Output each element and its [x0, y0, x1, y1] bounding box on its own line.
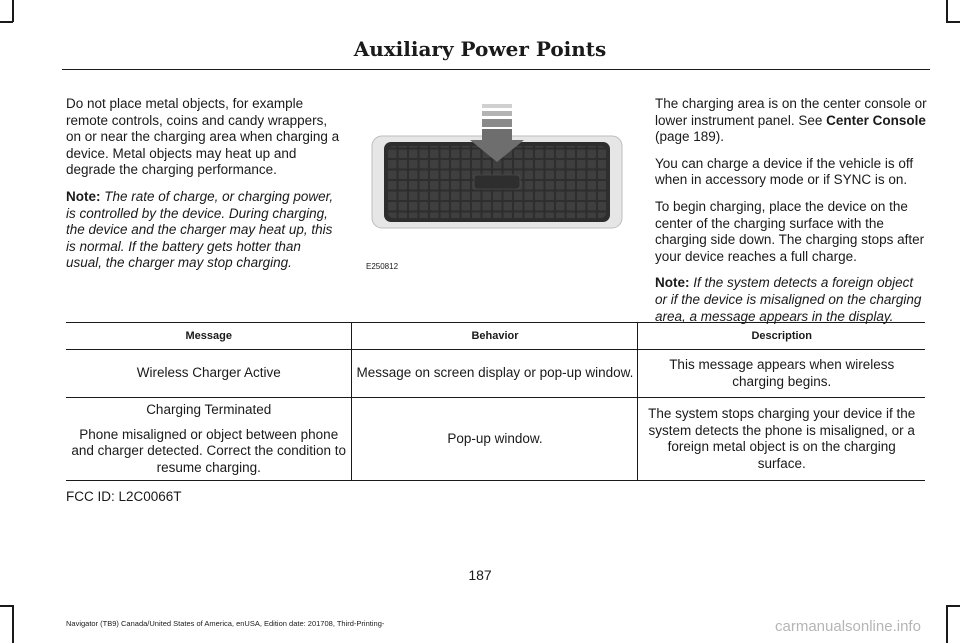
charging-pad-illustration	[366, 96, 628, 271]
edition-footer: Navigator (TB9) Canada/United States of America, enUSA, Edition date: 201708, Third-Printing-	[66, 619, 385, 628]
page-number: 187	[468, 567, 492, 583]
header-message: Message	[66, 323, 352, 350]
charging-note	[66, 189, 340, 272]
cell-description: This message appears when wireless charging begins.	[638, 350, 925, 398]
crop-mark	[0, 21, 13, 23]
cell-description: The system stops charging your device if the system detects the phone is misaligned, or a foreign metal object is on the charging surface.	[638, 398, 925, 481]
cell-behavior: Pop-up window.	[352, 398, 638, 481]
note-text: The rate of charge, or charging power, is controlled by the device. During charging, the device and the charger may heat up, this is normal. If the battery gets hotter than usual, the charger may stop charging.	[66, 188, 334, 271]
title-divider	[62, 69, 930, 70]
table-header-row	[66, 323, 925, 350]
note-label: Note:	[66, 188, 101, 204]
message-detail: Phone misaligned or object between phone and charger detected. Correct the condition to resume charging.	[71, 426, 347, 475]
cell-message: Wireless Charger Active	[66, 350, 352, 398]
display-note	[655, 275, 927, 325]
message-title: Charging Terminated	[146, 402, 272, 417]
note-label: Note:	[655, 275, 690, 291]
figure-code: E250812	[366, 262, 399, 271]
crop-mark	[946, 605, 948, 643]
crop-mark	[946, 0, 948, 22]
left-column	[66, 96, 340, 282]
fcc-id: FCC ID: L2C0066T	[66, 489, 182, 504]
crop-mark	[0, 605, 13, 607]
location-paragraph	[655, 96, 927, 146]
header-description: Description	[638, 323, 925, 350]
crop-mark	[12, 0, 14, 22]
center-console-link[interactable]: Center Console	[826, 112, 926, 128]
page-reference: (page 189).	[655, 129, 725, 145]
watermark: carmanualsonline.info	[775, 618, 921, 635]
charging-pad-drawing	[366, 96, 628, 271]
begin-charging-paragraph: To begin charging, place the device on the center of the charging surface with the charging side down. The charging stops after your device reaches a full charge.	[655, 198, 925, 264]
cell-behavior: Message on screen display or pop-up window.	[352, 350, 638, 398]
cell-message	[66, 398, 352, 481]
crop-mark	[946, 605, 960, 607]
note-text: If the system detects a foreign object or if the device is misaligned on the charging area, a message appears in the display.	[655, 275, 922, 324]
page-title: Auxiliary Power Points	[353, 37, 607, 61]
warning-paragraph: Do not place metal objects, for example remote controls, coins and candy wrappers, on or near the charging area when charging a device. Metal objects may heat up and degrade the charging performance.	[66, 96, 340, 178]
message-table	[66, 322, 925, 481]
crop-mark	[12, 605, 14, 643]
table-row	[66, 398, 925, 481]
accessory-paragraph: You can charge a device if the vehicle is off when in accessory mode or if SYNC is on.	[655, 155, 914, 188]
location-text: The charging area is on the center console or lower instrument panel. See	[655, 96, 927, 128]
table-row	[66, 350, 925, 398]
header-behavior: Behavior	[352, 323, 638, 350]
crop-mark	[946, 21, 960, 23]
right-column	[655, 96, 927, 335]
